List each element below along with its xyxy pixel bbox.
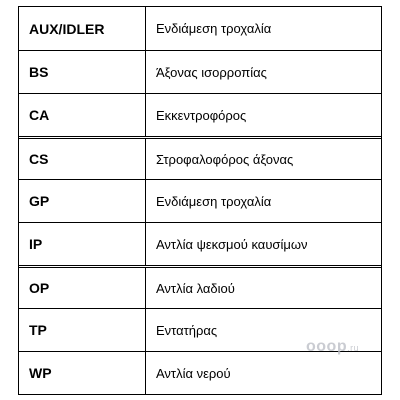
watermark: [306, 338, 359, 356]
description-cell: Εντατήρας: [156, 322, 218, 338]
code-cell: OP: [19, 268, 146, 308]
table-row: [19, 7, 381, 50]
table-row: [19, 136, 381, 179]
table-row: [19, 93, 381, 136]
description-cell: Ενδιάμεση τροχαλία: [156, 193, 272, 209]
table-row: [19, 179, 381, 222]
watermark-suffix: .ru: [347, 343, 360, 353]
description-cell: Αντλία ψεκσμού καυσίμων: [156, 236, 308, 252]
code-cell: WP: [19, 352, 146, 394]
description-cell: Στροφαλοφόρος άξονας: [156, 151, 294, 167]
code-cell: IP: [19, 223, 146, 265]
code-cell: BS: [19, 51, 146, 93]
code-cell: CA: [19, 94, 146, 136]
code-cell: TP: [19, 309, 146, 351]
description-cell: Άξονας ισορροπίας: [156, 64, 267, 80]
code-cell: GP: [19, 180, 146, 222]
description-cell: Ενδιάμεση τροχαλία: [156, 21, 272, 36]
table-row: [19, 50, 381, 93]
watermark-text: ooop: [306, 338, 348, 355]
table-row: [19, 222, 381, 265]
description-cell: Εκκεντροφόρος: [156, 107, 247, 123]
table-row: [19, 265, 381, 308]
code-cell: CS: [19, 139, 146, 179]
abbreviation-table: [18, 6, 382, 395]
code-cell: AUX/IDLER: [19, 7, 146, 50]
description-cell: Αντλία λαδιού: [156, 280, 235, 296]
description-cell: Αντλία νερού: [156, 365, 231, 381]
table-row: [19, 351, 381, 394]
